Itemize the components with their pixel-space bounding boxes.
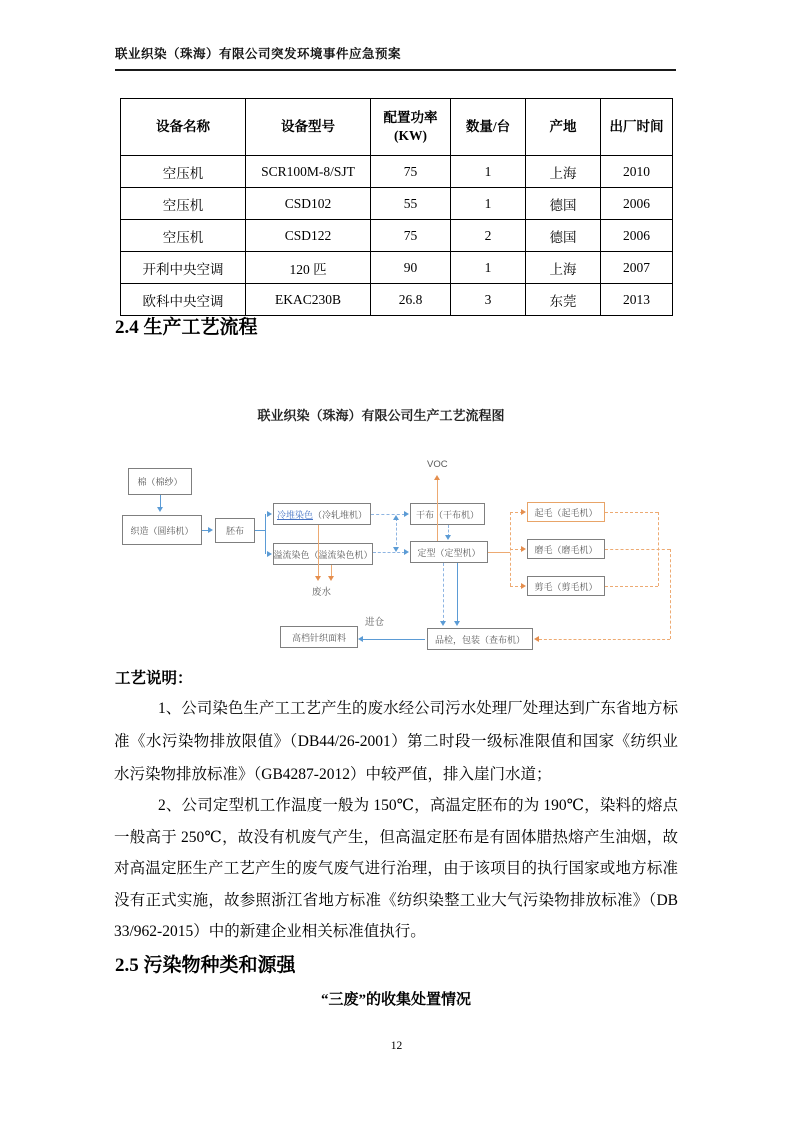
arrowhead <box>267 551 272 557</box>
table-cell: 2006 <box>601 188 673 220</box>
node-cold-pad-dyeing <box>273 503 371 525</box>
flow-connector <box>457 563 458 623</box>
table-cell: 90 <box>371 252 451 284</box>
three-wastes-subtitle: “三废”的收集处置情况 <box>320 992 471 1008</box>
table-cell: 120 匹 <box>246 252 371 284</box>
arrowhead <box>267 511 272 517</box>
arrowhead <box>534 636 539 642</box>
process-notes-paragraph-2: 2、公司定型机工作温度一般为 150℃，高温定胚布的为 190℃，染料的熔点一般高于 250℃，故没有机废气产生，但高温定胚布是有固体腊热熔产生油烟，故对高温定胚生产工艺产生的废气废气进行治理，由于该项目的执行国家或地方标准没有正式实施，故参照浙江省地方标准《纺织染整工业大气污染物排放标准》（DB 33/962-2015）中的新建企业相关标准值执行。 <box>114 797 678 940</box>
column-header-origin: 产地 <box>526 99 601 156</box>
table-cell: 欧科中央空调 <box>121 284 246 316</box>
table-cell: EKAC230B <box>246 284 371 316</box>
arrowhead <box>404 549 409 555</box>
flow-connector <box>373 552 405 553</box>
arrowhead <box>358 636 363 642</box>
voc-label: VOC <box>427 459 448 470</box>
table-cell: SCR100M-8/SJT <box>246 156 371 188</box>
table-cell: 德国 <box>526 220 601 252</box>
table-row <box>121 188 673 220</box>
node-drying: 干布（干布机） <box>410 503 485 525</box>
arrowhead <box>157 507 163 512</box>
page-number: 12 <box>390 1040 403 1052</box>
cold-pad-link-text: 冷堆染色 <box>276 509 313 520</box>
arrowhead <box>434 475 440 480</box>
column-header-device-name: 设备名称 <box>121 99 246 156</box>
table-cell: 上海 <box>526 252 601 284</box>
table-row <box>121 220 673 252</box>
node-overflow-dyeing: 溢流染色（溢流染色机） <box>273 543 373 565</box>
arrowhead <box>521 583 526 589</box>
table-cell: 开利中央空调 <box>121 252 246 284</box>
table-cell: 德国 <box>526 188 601 220</box>
arrowhead <box>393 547 399 552</box>
table-cell: 空压机 <box>121 156 246 188</box>
equipment-table <box>120 98 673 316</box>
arrowhead <box>445 535 451 540</box>
wastewater-label: 废水 <box>312 587 332 598</box>
wastewater-line <box>318 525 319 578</box>
warehouse-label: 进仓 <box>365 617 385 628</box>
process-notes-heading: 工艺说明： <box>115 670 193 687</box>
flow-connector <box>605 549 670 550</box>
column-header-power: 配置功率 (KW) <box>371 99 451 156</box>
arrowhead <box>454 621 460 626</box>
flow-connector <box>539 639 670 640</box>
table-cell: CSD102 <box>246 188 371 220</box>
column-header-quantity: 数量/台 <box>451 99 526 156</box>
arrowhead <box>521 546 526 552</box>
node-shearing: 剪毛（剪毛机） <box>527 576 605 596</box>
arrowhead <box>440 621 446 626</box>
process-notes-paragraph-1: 1、公司染色生产工工艺产生的废水经公司污水处理厂处理达到广东省地方标准《水污染物排放限值》（DB44/26-2001）第二时段一级标准限值和国家《纺织业水污染物排放标准》（GB4287-2012）中较严值，排入崖门水道； <box>114 700 678 783</box>
table-row <box>121 284 673 316</box>
arrowhead <box>521 509 526 515</box>
flow-connector <box>362 639 425 640</box>
table-row <box>121 252 673 284</box>
flowchart-title: 联业织染（珠海）有限公司生产工艺流程图 <box>257 408 505 423</box>
table-cell: 2013 <box>601 284 673 316</box>
arrowhead <box>404 511 409 517</box>
table-cell: 75 <box>371 156 451 188</box>
arrowhead <box>208 527 213 533</box>
table-row <box>121 156 673 188</box>
table-cell: 75 <box>371 220 451 252</box>
cold-pad-machine-text: （冷轧堆机） <box>313 509 368 520</box>
flow-connector <box>605 586 658 587</box>
section-heading-2-5: 2.5 污染物种类和源强 <box>115 955 296 976</box>
node-sanding: 磨毛（磨毛机） <box>527 539 605 559</box>
table-cell: 2007 <box>601 252 673 284</box>
table-cell: 空压机 <box>121 220 246 252</box>
table-cell: 1 <box>451 188 526 220</box>
table-cell: 2006 <box>601 220 673 252</box>
arrowhead <box>315 576 321 581</box>
table-cell: 55 <box>371 188 451 220</box>
column-header-year: 出厂时间 <box>601 99 673 156</box>
flow-connector <box>371 514 405 515</box>
table-cell: 26.8 <box>371 284 451 316</box>
section-heading-2-4: 2.4 生产工艺流程 <box>115 317 258 338</box>
column-header-model: 设备型号 <box>246 99 371 156</box>
node-heat-setting: 定型（定型机） <box>410 541 488 563</box>
table-cell: 东莞 <box>526 284 601 316</box>
flow-connector <box>443 563 444 623</box>
flow-connector <box>396 518 397 550</box>
node-finished-fabric: 高档针织面料 <box>280 626 358 648</box>
table-cell: 1 <box>451 252 526 284</box>
table-cell: 3 <box>451 284 526 316</box>
voc-line <box>437 479 438 541</box>
arrowhead <box>328 576 334 581</box>
node-cotton: 棉（棉纱） <box>128 468 192 495</box>
flow-connector <box>255 530 265 531</box>
node-raising: 起毛（起毛机） <box>527 502 605 522</box>
flow-connector <box>605 512 658 513</box>
table-header-row <box>121 99 673 156</box>
table-cell: 上海 <box>526 156 601 188</box>
table-cell: 2010 <box>601 156 673 188</box>
flow-connector <box>670 549 671 639</box>
table-cell: CSD122 <box>246 220 371 252</box>
table-cell: 2 <box>451 220 526 252</box>
process-flowchart <box>115 403 677 671</box>
table-cell: 1 <box>451 156 526 188</box>
table-cell: 空压机 <box>121 188 246 220</box>
node-weaving: 织造（圆纬机） <box>122 515 202 545</box>
arrowhead <box>393 515 399 520</box>
flow-connector <box>265 514 266 554</box>
flow-connector <box>488 552 510 553</box>
node-inspection-packing: 品检，包装（查布机） <box>427 628 533 650</box>
node-greige-fabric: 胚布 <box>215 518 255 543</box>
document-header-title: 联业织染（珠海）有限公司突发环境事件应急预案 <box>115 44 676 71</box>
